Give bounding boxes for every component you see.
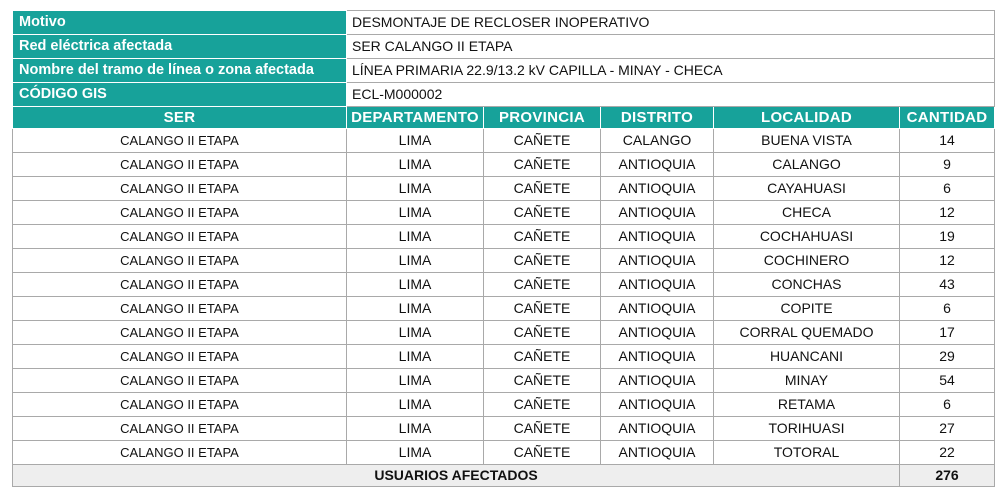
cell-departamento: LIMA (347, 177, 484, 201)
cell-distrito: ANTIOQUIA (601, 345, 714, 369)
cell-provincia: CAÑETE (484, 153, 601, 177)
cell-ser: CALANGO II ETAPA (13, 345, 347, 369)
cell-cantidad: 19 (900, 225, 995, 249)
cell-distrito: ANTIOQUIA (601, 249, 714, 273)
cell-localidad: TOTORAL (714, 441, 900, 465)
info-section (13, 11, 995, 107)
cell-localidad: CHECA (714, 201, 900, 225)
cell-departamento: LIMA (347, 417, 484, 441)
cell-cantidad: 43 (900, 273, 995, 297)
affected-users-report (12, 10, 994, 487)
cell-ser: CALANGO II ETAPA (13, 177, 347, 201)
cell-cantidad: 6 (900, 393, 995, 417)
total-section (13, 465, 995, 487)
cell-distrito: ANTIOQUIA (601, 273, 714, 297)
cell-provincia: CAÑETE (484, 321, 601, 345)
cell-cantidad: 14 (900, 129, 995, 153)
cell-departamento: LIMA (347, 249, 484, 273)
cell-distrito: ANTIOQUIA (601, 153, 714, 177)
report-table (12, 10, 995, 487)
info-row-gis (13, 83, 995, 107)
table-row (13, 393, 995, 417)
cell-departamento: LIMA (347, 393, 484, 417)
cell-provincia: CAÑETE (484, 225, 601, 249)
cell-cantidad: 9 (900, 153, 995, 177)
cell-provincia: CAÑETE (484, 273, 601, 297)
cell-ser: CALANGO II ETAPA (13, 297, 347, 321)
cell-distrito: ANTIOQUIA (601, 177, 714, 201)
table-row (13, 273, 995, 297)
cell-localidad: COPITE (714, 297, 900, 321)
total-value: 276 (900, 465, 995, 487)
table-row (13, 129, 995, 153)
table-row (13, 249, 995, 273)
info-label: Motivo (13, 11, 347, 35)
cell-localidad: TORIHUASI (714, 417, 900, 441)
cell-cantidad: 12 (900, 201, 995, 225)
data-rows (13, 129, 995, 465)
table-row (13, 369, 995, 393)
cell-distrito: ANTIOQUIA (601, 297, 714, 321)
header-ser: SER (13, 107, 347, 129)
cell-provincia: CAÑETE (484, 393, 601, 417)
header-cantidad: CANTIDAD (900, 107, 995, 129)
table-row (13, 441, 995, 465)
cell-distrito: CALANGO (601, 129, 714, 153)
cell-ser: CALANGO II ETAPA (13, 321, 347, 345)
cell-cantidad: 6 (900, 297, 995, 321)
cell-localidad: COCHAHUASI (714, 225, 900, 249)
table-row (13, 345, 995, 369)
cell-ser: CALANGO II ETAPA (13, 273, 347, 297)
cell-departamento: LIMA (347, 129, 484, 153)
table-row (13, 297, 995, 321)
cell-localidad: RETAMA (714, 393, 900, 417)
cell-ser: CALANGO II ETAPA (13, 393, 347, 417)
cell-localidad: CORRAL QUEMADO (714, 321, 900, 345)
cell-provincia: CAÑETE (484, 441, 601, 465)
cell-departamento: LIMA (347, 273, 484, 297)
cell-ser: CALANGO II ETAPA (13, 201, 347, 225)
cell-localidad: CAYAHUASI (714, 177, 900, 201)
cell-departamento: LIMA (347, 225, 484, 249)
info-row-red (13, 35, 995, 59)
cell-ser: CALANGO II ETAPA (13, 249, 347, 273)
column-headers (13, 107, 995, 129)
cell-provincia: CAÑETE (484, 297, 601, 321)
cell-localidad: HUANCANI (714, 345, 900, 369)
cell-provincia: CAÑETE (484, 417, 601, 441)
cell-distrito: ANTIOQUIA (601, 369, 714, 393)
cell-distrito: ANTIOQUIA (601, 393, 714, 417)
cell-cantidad: 6 (900, 177, 995, 201)
info-label: Red eléctrica afectada (13, 35, 347, 59)
table-row (13, 417, 995, 441)
cell-distrito: ANTIOQUIA (601, 201, 714, 225)
cell-localidad: CONCHAS (714, 273, 900, 297)
info-value: SER CALANGO II ETAPA (347, 35, 995, 59)
header-departamento: DEPARTAMENTO (347, 107, 484, 129)
cell-localidad: BUENA VISTA (714, 129, 900, 153)
total-row (13, 465, 995, 487)
cell-ser: CALANGO II ETAPA (13, 417, 347, 441)
cell-localidad: CALANGO (714, 153, 900, 177)
cell-cantidad: 17 (900, 321, 995, 345)
table-row (13, 321, 995, 345)
header-localidad: LOCALIDAD (714, 107, 900, 129)
cell-departamento: LIMA (347, 297, 484, 321)
cell-distrito: ANTIOQUIA (601, 417, 714, 441)
cell-departamento: LIMA (347, 441, 484, 465)
header-row (13, 107, 995, 129)
info-label: CÓDIGO GIS (13, 83, 347, 107)
cell-provincia: CAÑETE (484, 369, 601, 393)
cell-departamento: LIMA (347, 321, 484, 345)
cell-departamento: LIMA (347, 369, 484, 393)
cell-localidad: MINAY (714, 369, 900, 393)
table-row (13, 225, 995, 249)
info-value: LÍNEA PRIMARIA 22.9/13.2 kV CAPILLA - MINAY - CHECA (347, 59, 995, 83)
cell-provincia: CAÑETE (484, 201, 601, 225)
cell-distrito: ANTIOQUIA (601, 441, 714, 465)
cell-cantidad: 27 (900, 417, 995, 441)
cell-provincia: CAÑETE (484, 249, 601, 273)
total-label: USUARIOS AFECTADOS (13, 465, 900, 487)
cell-provincia: CAÑETE (484, 129, 601, 153)
cell-provincia: CAÑETE (484, 345, 601, 369)
cell-cantidad: 54 (900, 369, 995, 393)
cell-cantidad: 22 (900, 441, 995, 465)
cell-cantidad: 29 (900, 345, 995, 369)
cell-distrito: ANTIOQUIA (601, 321, 714, 345)
header-distrito: DISTRITO (601, 107, 714, 129)
table-row (13, 201, 995, 225)
info-row-tramo (13, 59, 995, 83)
cell-ser: CALANGO II ETAPA (13, 441, 347, 465)
table-row (13, 153, 995, 177)
cell-provincia: CAÑETE (484, 177, 601, 201)
cell-localidad: COCHINERO (714, 249, 900, 273)
header-provincia: PROVINCIA (484, 107, 601, 129)
table-row (13, 177, 995, 201)
cell-departamento: LIMA (347, 345, 484, 369)
cell-departamento: LIMA (347, 153, 484, 177)
info-row-motivo (13, 11, 995, 35)
info-label: Nombre del tramo de línea o zona afectada (13, 59, 347, 83)
cell-ser: CALANGO II ETAPA (13, 369, 347, 393)
cell-departamento: LIMA (347, 201, 484, 225)
info-value: ECL-M000002 (347, 83, 995, 107)
cell-ser: CALANGO II ETAPA (13, 153, 347, 177)
cell-ser: CALANGO II ETAPA (13, 225, 347, 249)
info-value: DESMONTAJE DE RECLOSER INOPERATIVO (347, 11, 995, 35)
cell-cantidad: 12 (900, 249, 995, 273)
cell-distrito: ANTIOQUIA (601, 225, 714, 249)
cell-ser: CALANGO II ETAPA (13, 129, 347, 153)
